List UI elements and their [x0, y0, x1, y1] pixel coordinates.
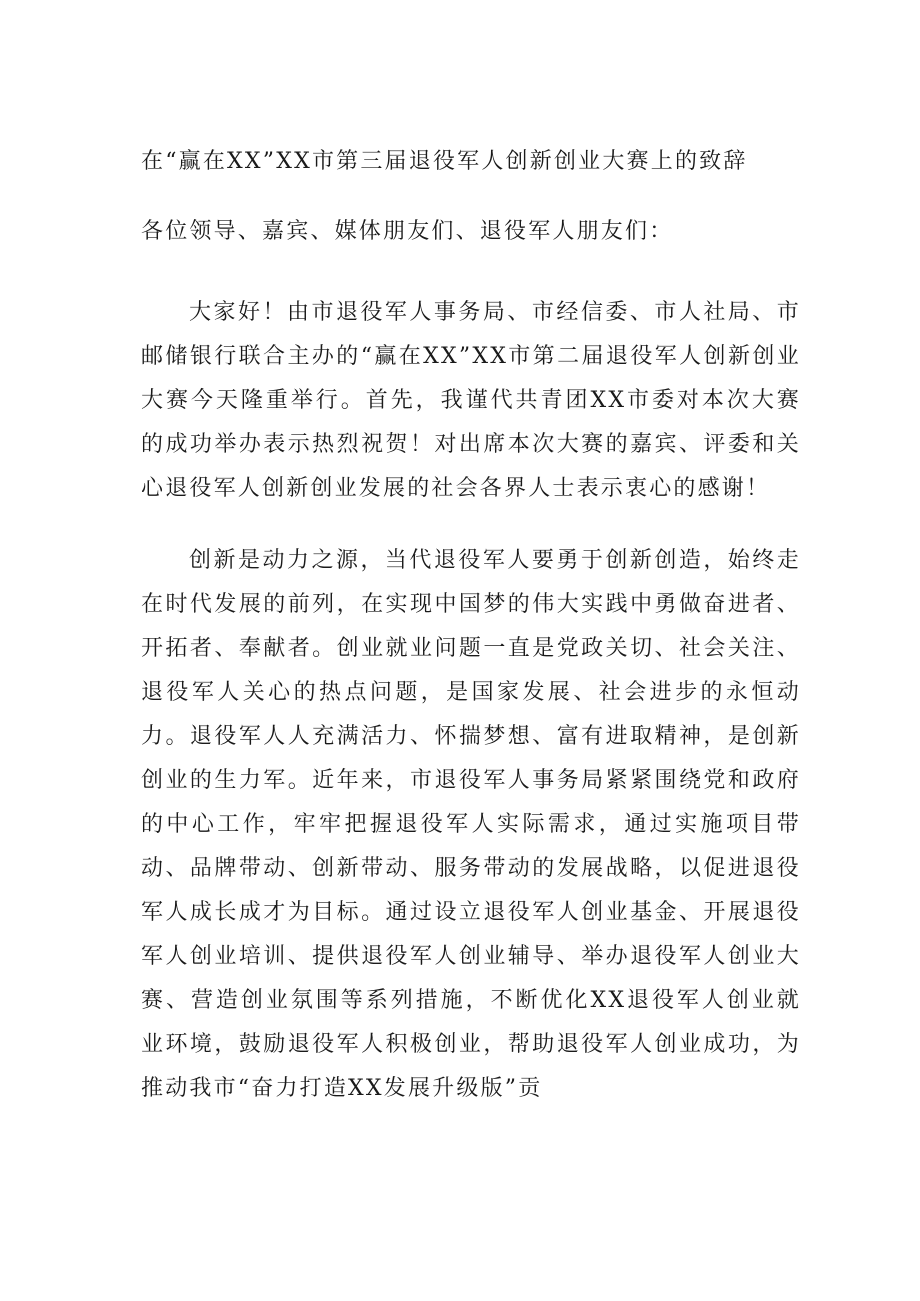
paragraph-innovation: 创新是动力之源，当代退役军人要勇于创新创造，始终走在时代发展的前列，在实现中国梦的伟大实践中勇做奋进者、开拓者、奉献者。创业就业问题一直是党政关切、社会关注、退役军人关心的热点问题，是国家发展、社会进步的永恒动力。退役军人人充满活力、怀揣梦想、富有进取精神，是创新创业的生力军。近年来，市退役军人事务局紧紧围绕党和政府的中心工作，牢牢把握退役军人实际需求，通过实施项目带动、品牌带动、创新带动、服务带动的发展战略，以促进退役军人成长成才为目标。通过设立退役军人创业基金、开展退役军人创业培训、提供退役军人创业辅导、举办退役军人创业大赛、营造创业氛围等系列措施，不断优化XX退役军人创业就业环境，鼓励退役军人积极创业，帮助退役军人创业成功，为推动我市“奋力打造XX发展升级版”贡: [141, 548, 801, 1101]
paragraph-opening: 大家好！由市退役军人事务局、市经信委、市人社局、市邮储银行联合主办的“赢在XX”XX市第二届退役军人创新创业大赛今天隆重举行。首先，我谨代共青团XX市委对本次大赛的成功举办表示热烈祝贺！对出席本次大赛的嘉宾、评委和关心退役军人创新创业发展的社会各界人士表示衷心的感谢！: [141, 300, 801, 501]
document-title: 在“赢在XX”XX市第三届退役军人创新创业大赛上的致辞: [141, 149, 748, 174]
salutation: 各位领导、嘉宾、媒体朋友们、退役军人朋友们：: [141, 219, 674, 244]
